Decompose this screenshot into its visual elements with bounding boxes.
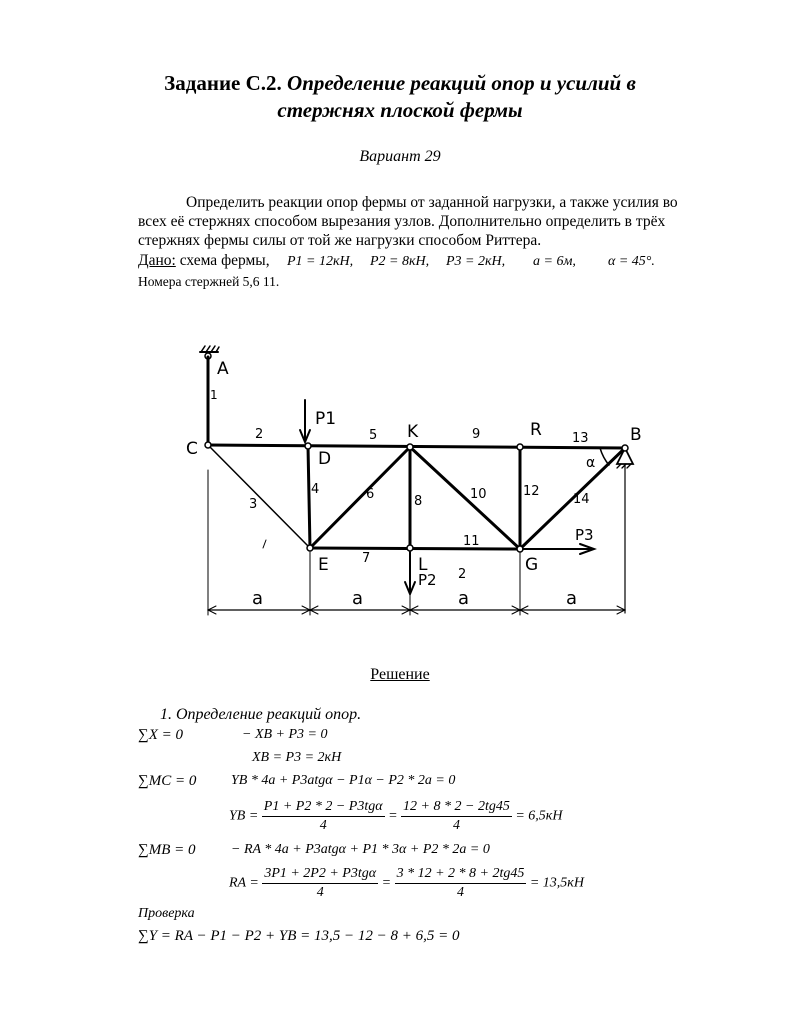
eq3-frac2-den: 4 <box>456 885 464 900</box>
eq3-frac2-num: 3 * 12 + 2 * 8 + 2tg45 <box>395 866 527 884</box>
label-dim-a-3: a <box>458 588 470 609</box>
node-l <box>407 545 413 551</box>
page-title <box>0 70 800 96</box>
node-r <box>517 444 523 450</box>
rod-4 <box>308 446 310 548</box>
eq3-frac1-num: 3P1 + 2P2 + P3tgα <box>262 866 378 884</box>
eq2-left: ∑MC = 0 <box>138 773 197 789</box>
page-subtitle <box>0 97 800 123</box>
top-chord <box>208 445 625 448</box>
angle-alpha-arc <box>600 448 609 465</box>
eq2-frac1-num: P1 + P2 * 2 − P3tgα <box>262 799 385 817</box>
task-statement: Определить реакции опор фермы от заданной нагрузки, а также усилия во всех её стержнях способом вырезания узлов. Дополнительно определить в трёх стержнях фермы силы от той же нагрузки способом Риттера. <box>138 194 678 249</box>
given-scheme: схема фермы, <box>179 252 270 269</box>
eq3-frac2 <box>395 866 527 901</box>
label-node-a: A <box>217 359 229 379</box>
given-p2: P2 = 8кН, <box>370 254 430 269</box>
title-line1: Определение реакций опор и усилий в <box>287 71 636 95</box>
check-equation: ∑Y = RA − P1 − P2 + YB = 13,5 − 12 − 8 + 6,5 = 0 <box>138 928 460 944</box>
label-node-r: R <box>530 420 542 440</box>
node-b <box>622 445 628 451</box>
eq2-frac2-den: 4 <box>452 818 460 833</box>
label-node-e: E <box>318 555 329 575</box>
node-c <box>205 442 211 448</box>
eq1-b: XB = P3 = 2кН <box>252 750 342 765</box>
eq2-frac1 <box>262 799 385 834</box>
given-alpha: α = 45°. <box>608 254 655 269</box>
truss-diagram <box>0 330 800 630</box>
label-rod-4: 4 <box>311 482 320 497</box>
label-angle-alpha: α <box>586 455 596 471</box>
node-e <box>307 545 313 551</box>
label-rod-9: 9 <box>472 427 481 442</box>
label-node-b: B <box>630 425 642 445</box>
label-rod-13: 13 <box>572 431 589 446</box>
eq3-ra: RA = $\frac{\text{3P1 + 2P2 + P3tgα}}{4}$ = $\frac{3 * 12 + 2 * 8 + 2tg45}{4}$ = 13,5кН <box>229 866 584 900</box>
label-rod-8: 8 <box>414 494 423 509</box>
label-rod-5: 5 <box>369 428 378 443</box>
label-load-p3: P3 <box>575 526 594 544</box>
solution-step-1: 1. Определение реакций опор. <box>160 706 362 723</box>
eq2-yb: YB = $\frac{\text{P1 + P2 * 2 − P3tgα}}{4}$ = $\frac{12 + 8 * 2 - 2tg45}{4}$ = 6,5кН <box>229 799 563 833</box>
eq2-frac2-num: 12 + 8 * 2 − 2tg45 <box>401 799 512 817</box>
rod-numbers: Номера стержней 5,6 11. <box>138 274 280 289</box>
node-d <box>305 443 311 449</box>
eq3-result: = 13,5кН <box>529 875 584 891</box>
variant-label: Вариант 29 <box>359 148 441 165</box>
eq3-left: ∑MB = 0 <box>138 842 196 858</box>
given-p1: P1 = 12кН, <box>287 254 354 269</box>
check-label: Проверка <box>138 906 195 921</box>
label-rod-12: 12 <box>523 484 540 499</box>
bottom-chord <box>310 548 520 549</box>
label-rod-1: 1 <box>210 388 218 402</box>
label-node-k: K <box>407 422 419 442</box>
label-rod-11: 11 <box>463 534 480 549</box>
label-rod-14: 14 <box>573 492 590 507</box>
title-line2: стержнях плоской фермы <box>277 98 523 122</box>
solution-heading: Решение <box>370 666 430 683</box>
label-node-g: G <box>525 555 539 575</box>
eq3-a: − RA * 4a + P3atgα + P1 * 3α + P2 * 2a = 0 <box>231 842 490 857</box>
label-node-l: L <box>418 555 428 575</box>
task-label: Задание С.2. <box>164 71 282 95</box>
label-dim-a-4: a <box>566 588 578 609</box>
eq3-ra-label: RA = <box>229 875 259 891</box>
rod-3 <box>208 445 310 548</box>
label-dim-a-2: a <box>352 588 364 609</box>
eq1-a: − XB + P3 = 0 <box>242 727 328 742</box>
label-rod-10: 10 <box>470 487 487 502</box>
stray-mark <box>263 540 266 548</box>
given-p3: P3 = 2кН, <box>446 254 506 269</box>
label-dim-a-1: a <box>252 588 264 609</box>
label-load-p2: P2 <box>418 571 437 589</box>
eq2-yb-label: YB = <box>229 808 259 824</box>
label-load-p1: P1 <box>315 409 337 429</box>
label-rod-7: 7 <box>362 551 371 566</box>
label-stray-2: 2 <box>458 567 467 582</box>
label-node-c: C <box>186 439 198 459</box>
eq2-frac2 <box>401 799 512 834</box>
eq3-frac1 <box>262 866 378 901</box>
given-a: a = 6м, <box>533 254 576 269</box>
node-k <box>407 444 413 450</box>
given-line <box>138 252 270 270</box>
label-rod-3: 3 <box>249 497 258 512</box>
eq2-a: YB * 4a + P3atgα − P1α − P2 * 2a = 0 <box>231 773 456 788</box>
label-rod-2: 2 <box>255 427 264 442</box>
eq1-left: ∑X = 0 <box>138 727 183 743</box>
eq2-frac1-den: 4 <box>319 818 327 833</box>
eq3-frac1-den: 4 <box>316 885 324 900</box>
eq2-result: = 6,5кН <box>515 808 563 824</box>
label-node-d: D <box>318 449 332 469</box>
given-label: Дано: <box>138 252 176 269</box>
label-rod-6: 6 <box>366 487 375 502</box>
